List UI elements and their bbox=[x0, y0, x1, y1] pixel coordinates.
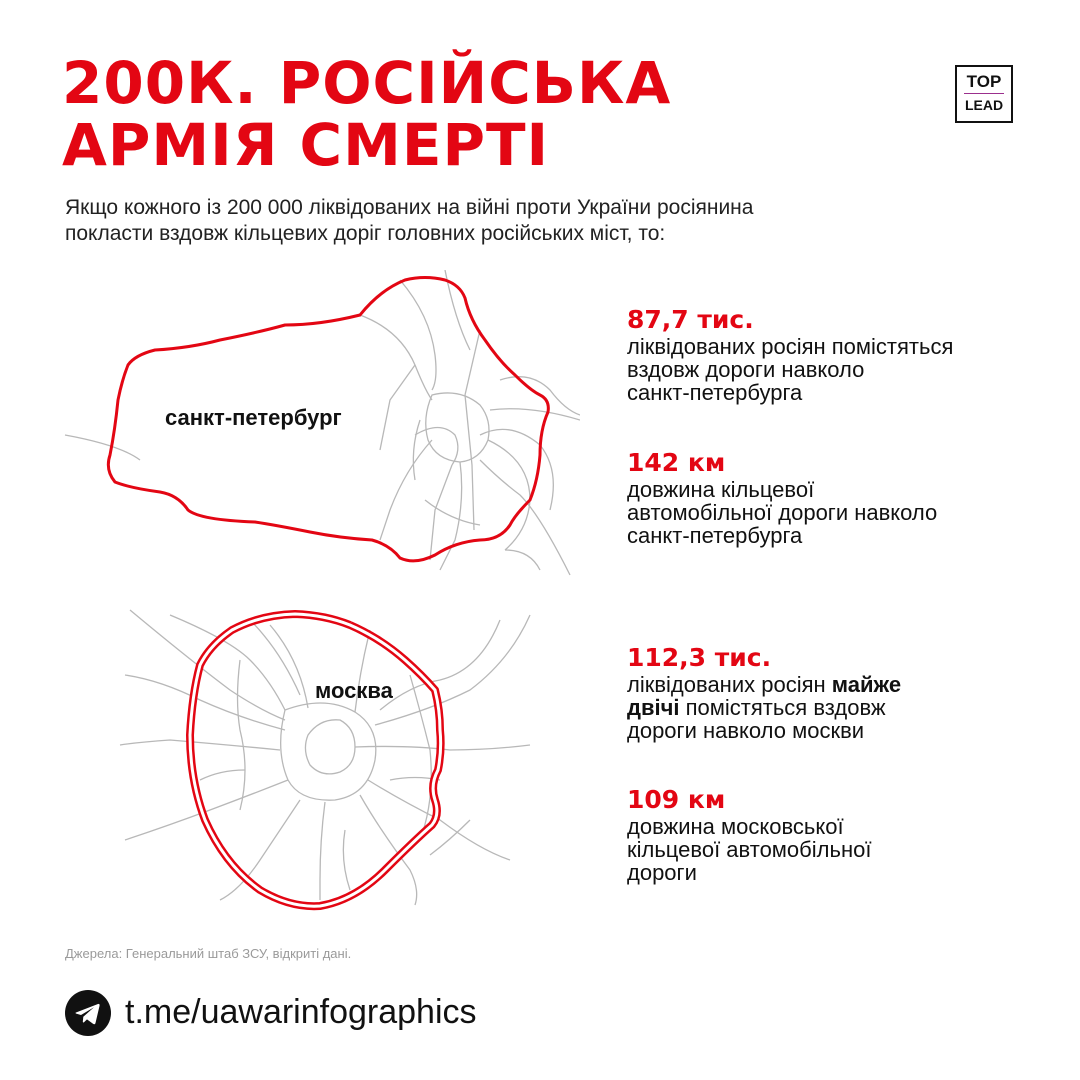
stat-moscow-people bbox=[627, 643, 1047, 742]
stat-spb-length bbox=[627, 448, 1047, 547]
telegram-link[interactable]: t.me/uawarinfographics bbox=[125, 993, 477, 1031]
stat-description bbox=[627, 478, 1047, 547]
stat-line: санкт-петербурга bbox=[627, 523, 803, 548]
stat-line bbox=[627, 673, 1047, 696]
telegram-icon[interactable] bbox=[65, 990, 111, 1036]
stat-emphasis: двічі bbox=[627, 695, 680, 720]
stat-line: вздовж дороги навколо bbox=[627, 357, 865, 382]
stat-spb-people bbox=[627, 305, 1047, 404]
intro-line-2: покласти вздовж кільцевих доріг головних російських міст, то: bbox=[65, 222, 666, 245]
intro-line-1: Якщо кожного із 200 000 ліквідованих на війні проти України росіянина bbox=[65, 196, 754, 219]
stat-value: 142 км bbox=[627, 448, 726, 477]
stat-description bbox=[627, 673, 1047, 742]
stat-value: 87,7 тис. bbox=[627, 305, 754, 334]
stat-text: ліквідованих росіян bbox=[627, 672, 832, 697]
stat-value: 109 км bbox=[627, 785, 726, 814]
page-title bbox=[62, 49, 672, 179]
toplead-logo bbox=[955, 65, 1013, 123]
stat-description bbox=[627, 815, 1047, 884]
stat-emphasis: майже bbox=[831, 672, 902, 697]
source-note: Джерела: Генеральний штаб ЗСУ, відкриті дані. bbox=[65, 946, 352, 961]
stat-text: помістяться вздовж bbox=[679, 695, 886, 720]
stat-line: дороги навколо москви bbox=[627, 718, 865, 743]
stat-moscow-length bbox=[627, 785, 1047, 884]
moscow-map bbox=[110, 600, 540, 920]
title-line-1: 200К. РОСІЙСЬКА bbox=[62, 49, 672, 117]
stat-line: ліквідованих росіян помістяться bbox=[627, 334, 954, 359]
stat-line: довжина кільцевої bbox=[627, 477, 815, 502]
moscow-label: москва bbox=[315, 678, 393, 703]
logo-divider bbox=[964, 93, 1004, 94]
moscow-roads bbox=[120, 610, 530, 905]
stat-line: довжина московської bbox=[627, 814, 844, 839]
stat-line bbox=[627, 696, 1047, 719]
intro-text bbox=[65, 195, 965, 247]
stat-line: автомобільної дороги навколо bbox=[627, 500, 938, 525]
stat-line: дороги bbox=[627, 860, 697, 885]
stat-value: 112,3 тис. bbox=[627, 643, 772, 672]
spb-label: санкт-петербург bbox=[165, 405, 342, 430]
title-line-2: АРМІЯ СМЕРТІ bbox=[62, 111, 550, 179]
stat-line: санкт-петербурга bbox=[627, 380, 803, 405]
stat-line: кільцевої автомобільної bbox=[627, 837, 872, 862]
logo-bottom-text: LEAD bbox=[964, 97, 1004, 113]
logo-top-text: TOP bbox=[966, 72, 1002, 91]
stat-description bbox=[627, 335, 1047, 404]
